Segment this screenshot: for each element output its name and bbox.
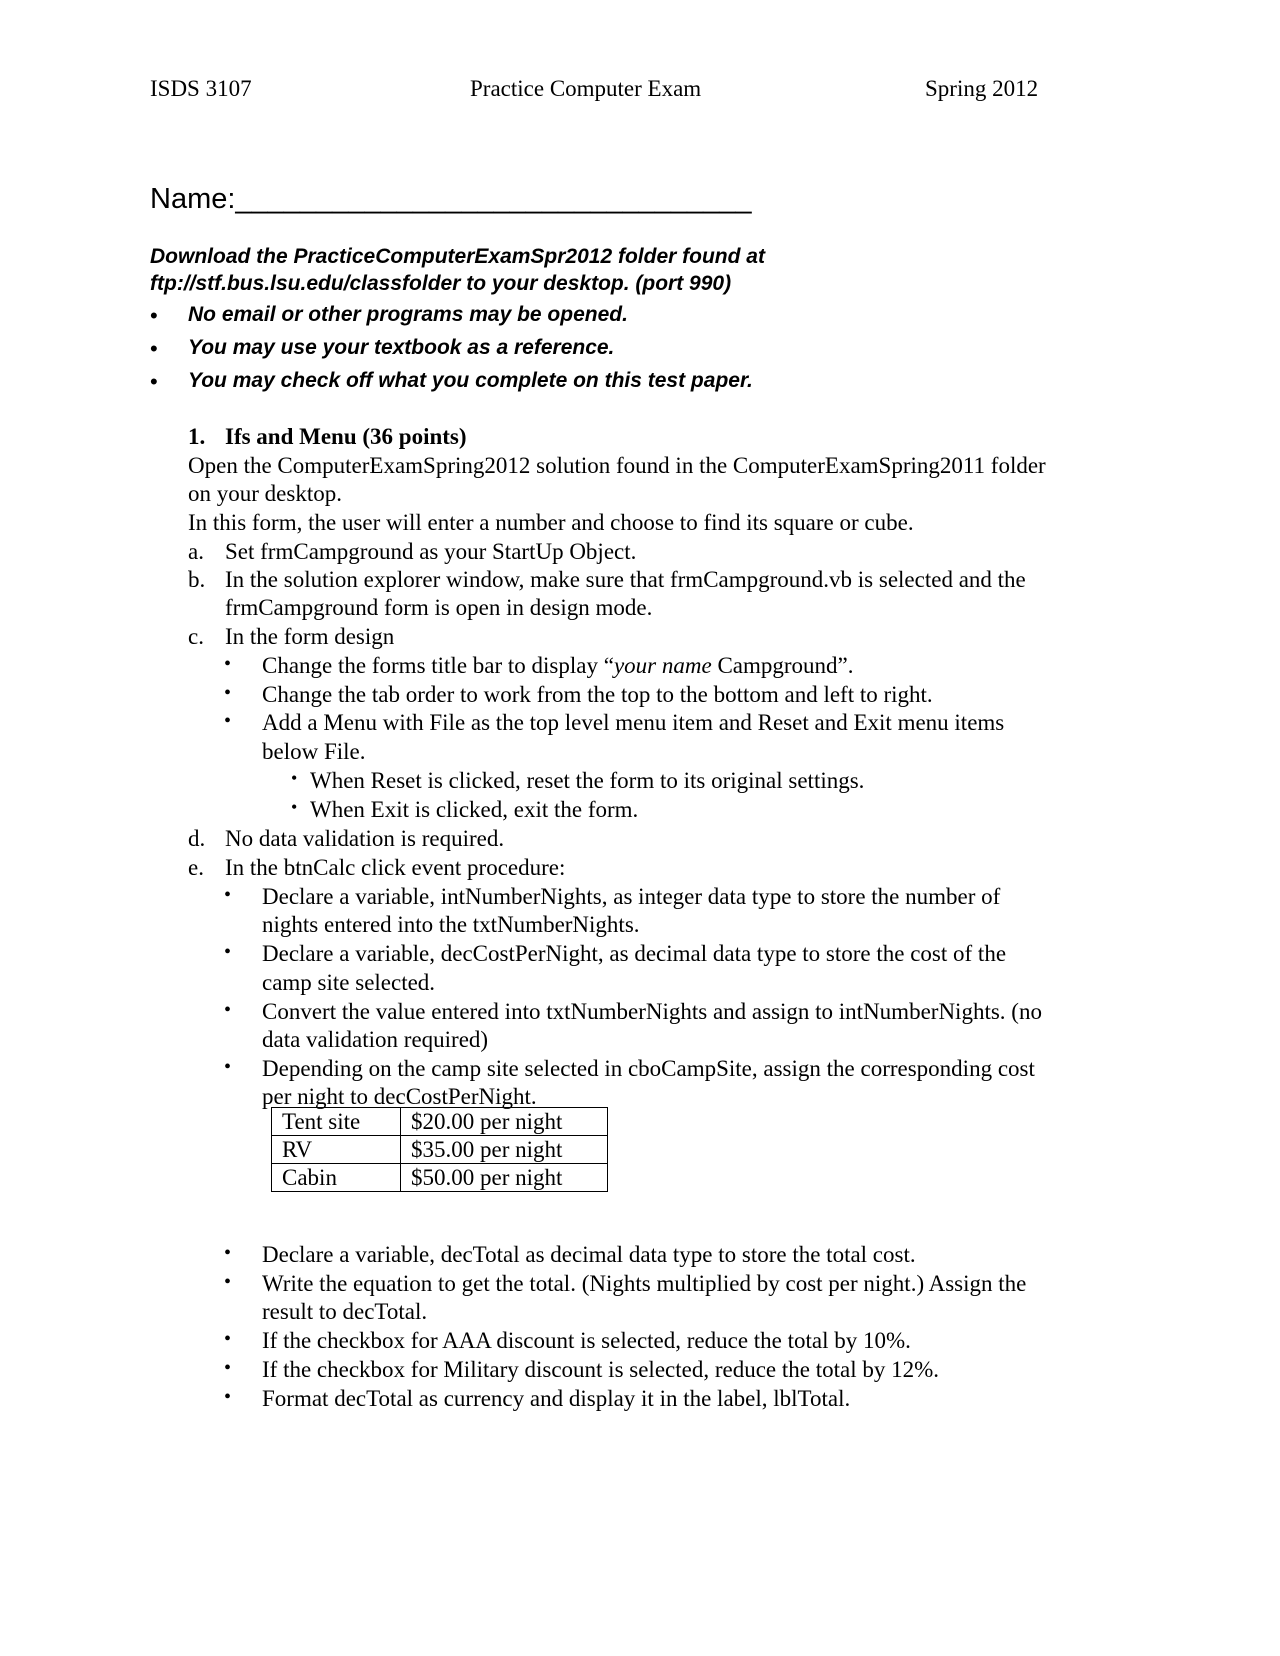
bullet-icon: • bbox=[291, 768, 298, 788]
item-e-bullet-1-line-1: Declare a variable, intNumberNights, as integer data type to store the number of bbox=[262, 884, 1001, 909]
item-e-bullet-6-line-2: result to decTotal. bbox=[262, 1299, 428, 1324]
name-field-label: Name:________________________________ bbox=[150, 183, 752, 215]
section-title: Ifs and Menu (36 points) bbox=[225, 424, 467, 449]
item-letter-e: e. bbox=[188, 855, 204, 880]
item-e-bullet-9: Format decTotal as currency and display it in the label, lblTotal. bbox=[262, 1386, 851, 1411]
table-row bbox=[272, 1108, 608, 1136]
bullet-icon: • bbox=[224, 682, 232, 704]
bullet-icon: • bbox=[224, 1357, 232, 1379]
bullet-icon: • bbox=[291, 797, 298, 817]
item-e-bullet-4-line-2: per night to decCostPerNight. bbox=[262, 1084, 537, 1109]
item-e-bullet-8: If the checkbox for Military discount is selected, reduce the total by 12%. bbox=[262, 1357, 940, 1382]
table-cell-cost: $50.00 per night bbox=[401, 1164, 608, 1192]
course-code: ISDS 3107 bbox=[150, 76, 252, 101]
item-e-bullet-6-line-1: Write the equation to get the total. (Nights multiplied by cost per night.) Assign the bbox=[262, 1271, 1027, 1296]
item-c-bullet-3-line-2: below File. bbox=[262, 739, 366, 764]
item-c-sub-bullet-2: When Exit is clicked, exit the form. bbox=[310, 797, 639, 822]
item-e-bullet-1-line-2: nights entered into the txtNumberNights. bbox=[262, 912, 640, 937]
bullet-icon: • bbox=[224, 1328, 232, 1350]
item-d-text: No data validation is required. bbox=[225, 826, 505, 851]
bullet-icon: • bbox=[150, 336, 158, 361]
table-cell-site: Cabin bbox=[272, 1164, 401, 1192]
bullet-icon: • bbox=[224, 1271, 232, 1293]
table-cell-site: Tent site bbox=[272, 1108, 401, 1136]
bullet-icon: • bbox=[224, 1242, 232, 1264]
section-intro-1: Open the ComputerExamSpring2012 solution found in the ComputerExamSpring2011 folder bbox=[188, 453, 1046, 478]
bullet-icon: • bbox=[224, 1386, 232, 1408]
item-e-bullet-2-line-2: camp site selected. bbox=[262, 970, 436, 995]
item-e-bullet-7: If the checkbox for AAA discount is selected, reduce the total by 10%. bbox=[262, 1328, 911, 1353]
item-c-bullet-1: Change the forms title bar to display “your name Campground”. bbox=[262, 653, 854, 678]
item-e-bullet-2-line-1: Declare a variable, decCostPerNight, as decimal data type to store the cost of the bbox=[262, 941, 1007, 966]
bullet-icon: • bbox=[224, 1056, 232, 1078]
bullet-icon: • bbox=[224, 710, 232, 732]
table-cell-site: RV bbox=[272, 1136, 401, 1164]
table-cell-cost: $35.00 per night bbox=[401, 1136, 608, 1164]
section-number: 1. bbox=[188, 424, 206, 449]
instruction-line-1: Download the PracticeComputerExamSpr2012 folder found at bbox=[150, 245, 765, 268]
instruction-bullet-3: You may check off what you complete on this test paper. bbox=[188, 369, 753, 392]
bullet-icon: • bbox=[224, 653, 232, 675]
item-b-line-2: frmCampground form is open in design mode. bbox=[225, 595, 653, 620]
item-c-bullet-3-line-1: Add a Menu with File as the top level menu item and Reset and Exit menu items bbox=[262, 710, 1005, 735]
instruction-line-2: ftp://stf.bus.lsu.edu/classfolder to your desktop. (port 990) bbox=[150, 272, 732, 295]
document-title: Practice Computer Exam bbox=[470, 76, 702, 101]
item-e-bullet-3-line-1: Convert the value entered into txtNumberNights and assign to intNumberNights. (no bbox=[262, 999, 1042, 1024]
bullet-icon: • bbox=[150, 303, 158, 328]
item-a-text: Set frmCampground as your StartUp Object. bbox=[225, 539, 637, 564]
item-letter-c: c. bbox=[188, 624, 204, 649]
item-c-sub-bullet-1: When Reset is clicked, reset the form to its original settings. bbox=[310, 768, 865, 793]
item-letter-d: d. bbox=[188, 826, 206, 851]
item-c-bullet-2: Change the tab order to work from the top to the bottom and left to right. bbox=[262, 682, 933, 707]
item-letter-a: a. bbox=[188, 539, 204, 564]
item-e-bullet-4-line-1: Depending on the camp site selected in cboCampSite, assign the corresponding cost bbox=[262, 1056, 1035, 1081]
item-c-text: In the form design bbox=[225, 624, 395, 649]
item-e-text: In the btnCalc click event procedure: bbox=[225, 855, 566, 880]
bullet-icon: • bbox=[150, 369, 158, 394]
bullet-icon: • bbox=[224, 999, 232, 1021]
section-intro-3: In this form, the user will enter a number and choose to find its square or cube. bbox=[188, 510, 914, 535]
item-letter-b: b. bbox=[188, 567, 206, 592]
bullet-icon: • bbox=[224, 941, 232, 963]
section-intro-2: on your desktop. bbox=[188, 481, 342, 506]
term-label: Spring 2012 bbox=[925, 76, 1039, 101]
item-e-bullet-5: Declare a variable, decTotal as decimal data type to store the total cost. bbox=[262, 1242, 916, 1267]
instruction-bullet-2: You may use your textbook as a reference. bbox=[188, 336, 615, 359]
table-cell-cost: $20.00 per night bbox=[401, 1108, 608, 1136]
item-b-line-1: In the solution explorer window, make sure that frmCampground.vb is selected and the bbox=[225, 567, 1026, 592]
item-e-bullet-3-line-2: data validation required) bbox=[262, 1027, 489, 1052]
bullet-icon: • bbox=[224, 884, 232, 906]
table-row bbox=[272, 1164, 608, 1192]
campsite-cost-table bbox=[271, 1107, 608, 1192]
instruction-bullet-1: No email or other programs may be opened. bbox=[188, 303, 628, 326]
table-row bbox=[272, 1136, 608, 1164]
